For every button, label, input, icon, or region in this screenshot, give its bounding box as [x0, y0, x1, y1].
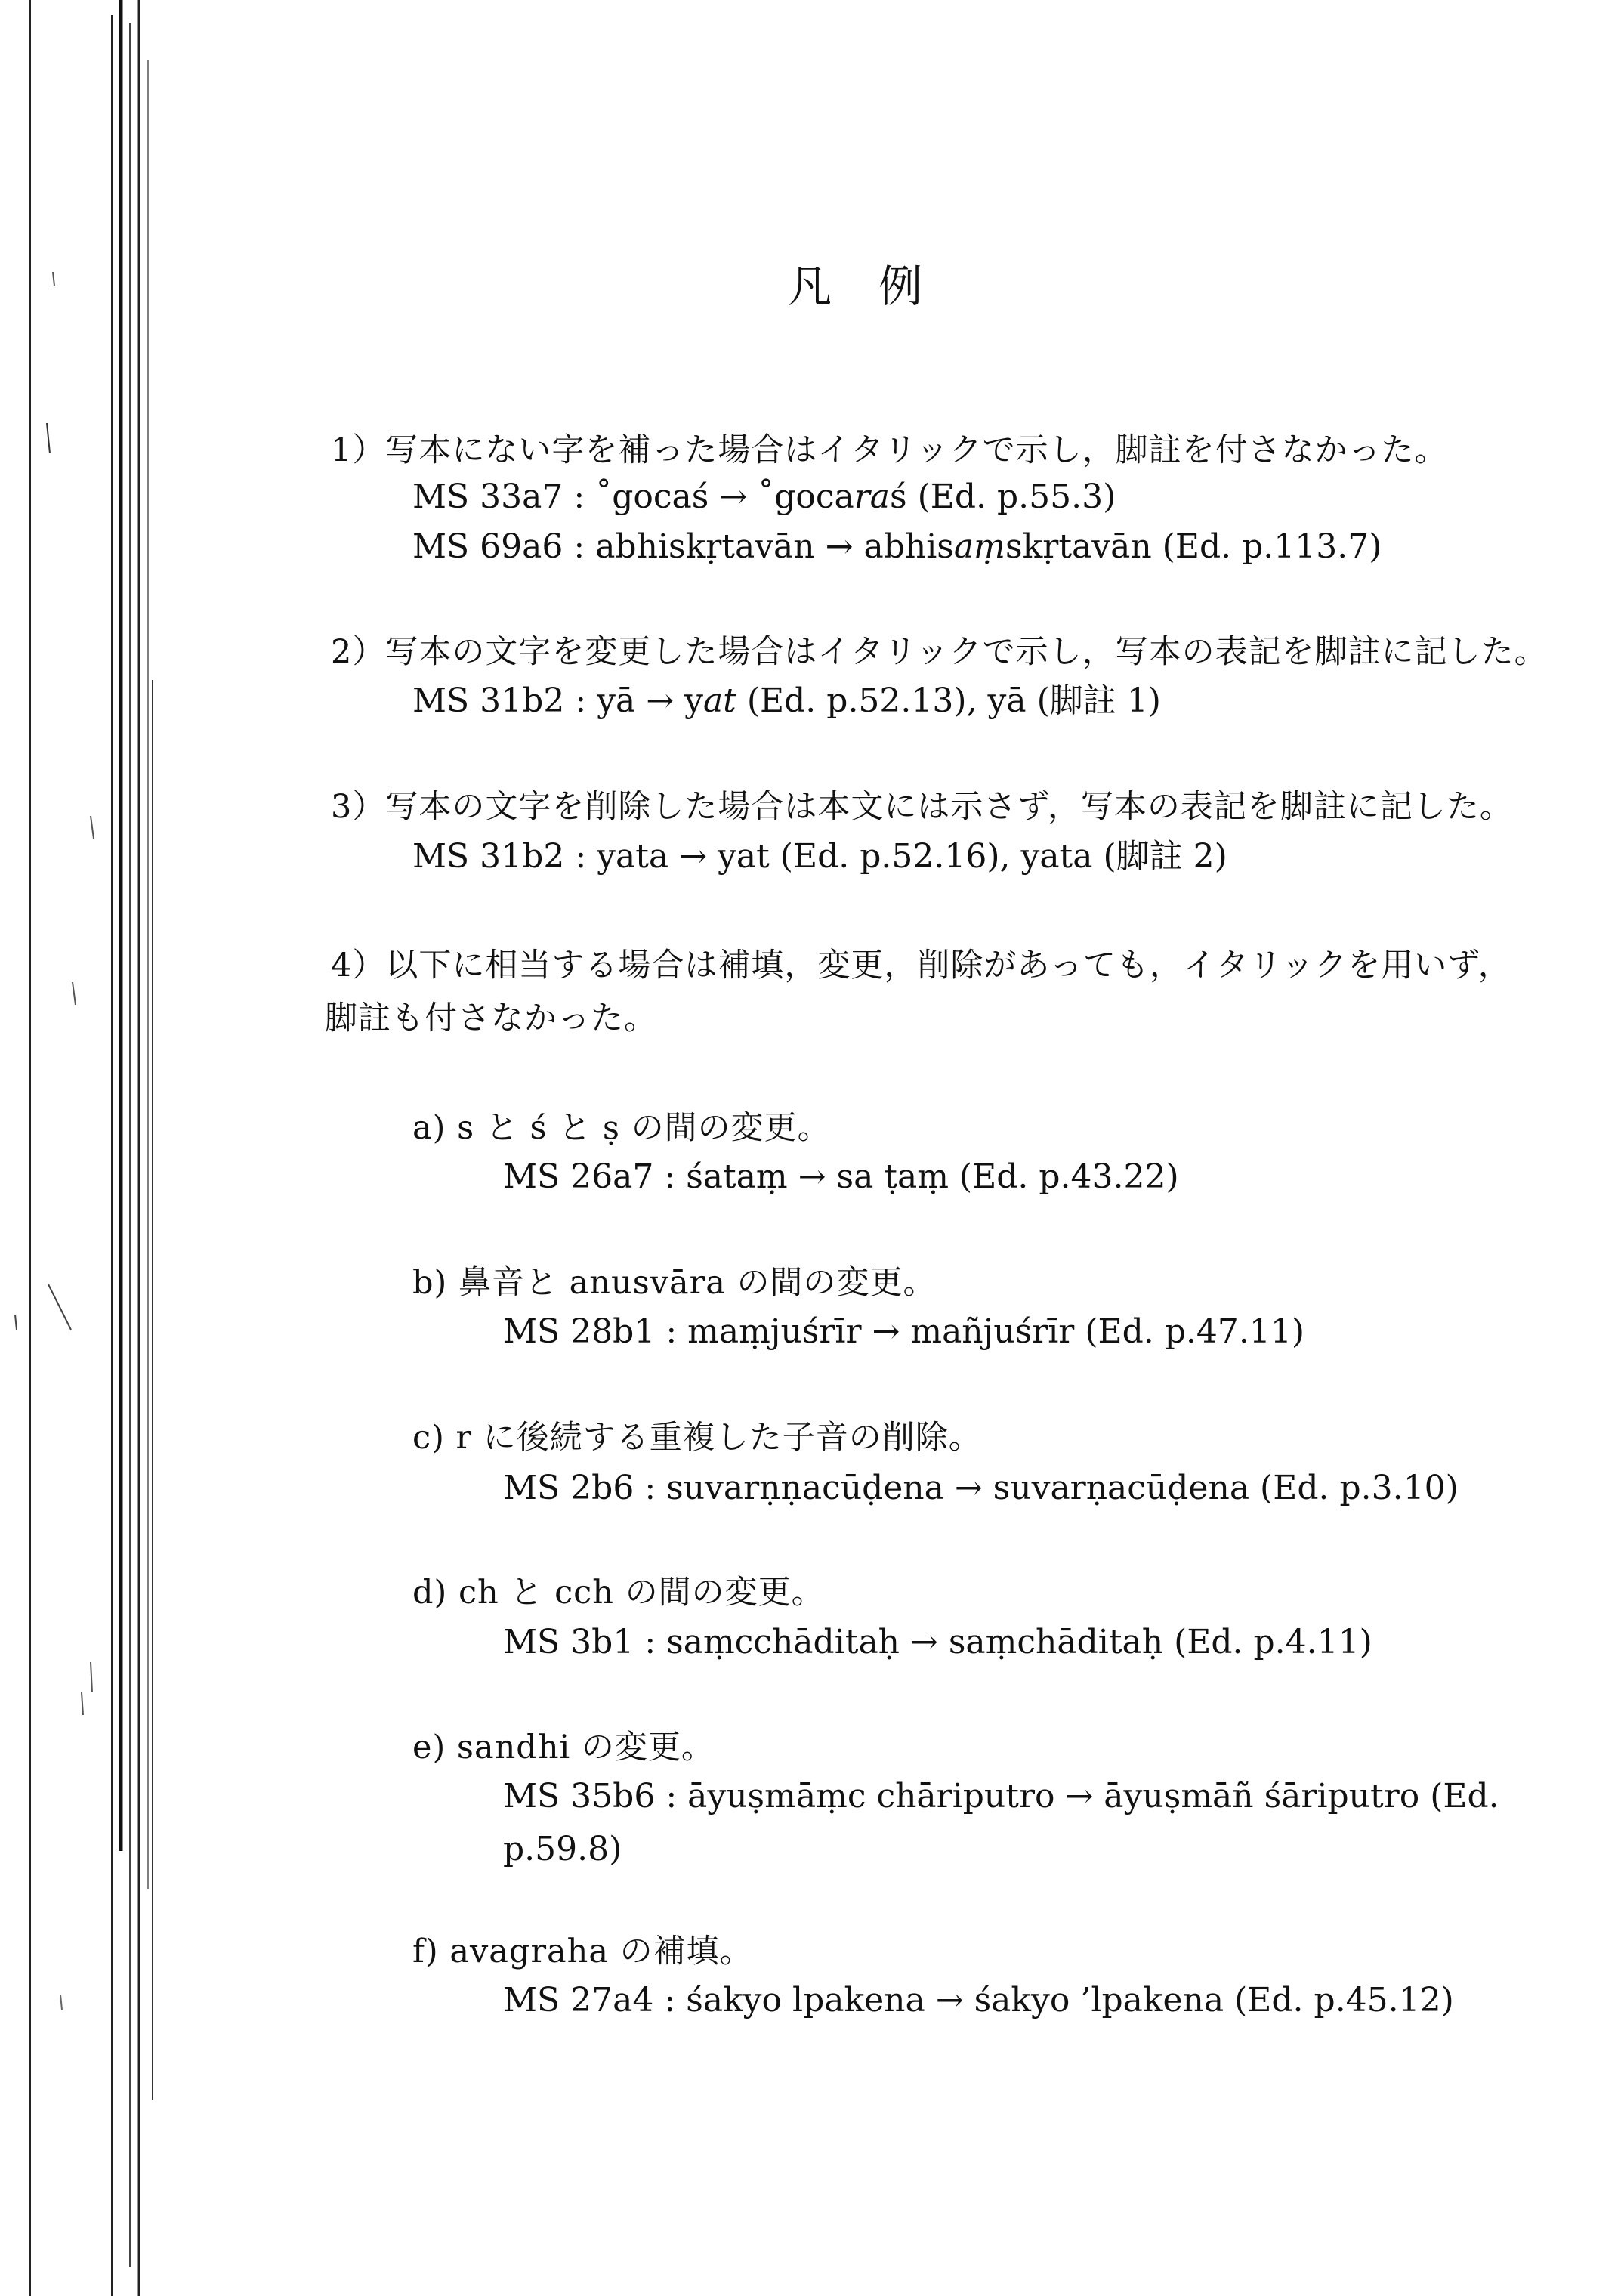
- rule-2-text: 写本の文字を変更した場合はイタリックで示し，写本の表記を脚註に記した。: [385, 633, 1548, 671]
- case-c-example: MS 2b6 : suvarṇṇacūḍena → suvarṇacūḍena (Ed. p.3.10): [503, 1469, 1459, 1507]
- case-e-label: e) sandhi の変更。: [412, 1729, 715, 1766]
- case-a-example: MS 26a7 : śataṃ → sa ṭaṃ (Ed. p.43.22): [503, 1157, 1179, 1196]
- case-f-label: f) avagraha の補填。: [412, 1933, 753, 1970]
- case-d-example: MS 3b1 : saṃcchāditaḥ → saṃchāditaḥ (Ed. p.4.11): [503, 1623, 1372, 1661]
- page-title: 凡 例: [787, 261, 924, 312]
- rule-1: [331, 429, 1448, 471]
- rule-1-example-2: MS 69a6 : abhiskṛtavān → abhisaṃskṛtavān (Ed. p.113.7): [412, 527, 1382, 566]
- rule-3-text: 写本の文字を削除した場合は本文には示さず，写本の表記を脚註に記した。: [385, 788, 1513, 826]
- case-b-example: MS 28b1 : maṃjuśrīr → mañjuśrīr (Ed. p.47.11): [503, 1312, 1305, 1351]
- case-c-label: c) r に後続する重複した子音の削除。: [412, 1419, 982, 1457]
- case-d-label: d) ch と cch の間の変更。: [412, 1574, 825, 1612]
- case-f-example: MS 27a4 : śakyo lpakena → śakyo ’lpakena (Ed. p.45.12): [503, 1981, 1454, 2019]
- rule-3-number: 3）: [331, 788, 386, 826]
- arrow-icon: →: [635, 681, 685, 720]
- rule-4-text-line2: 脚註も付さなかった。: [325, 1000, 657, 1037]
- rule-4-number: 4）: [331, 947, 386, 984]
- case-a-label: a) s と ś と ṣ の間の変更。: [412, 1109, 831, 1147]
- rule-4-text-line1: 以下に相当する場合は補填，変更，削除があっても，イタリックを用いず，: [385, 947, 1511, 984]
- binding-edge-marks: [0, 0, 174, 2296]
- rule-2-example-1: MS 31b2 : yā → yat (Ed. p.52.13), yā (脚註 1): [412, 681, 1161, 720]
- rule-1-number: 1）: [331, 431, 386, 469]
- arrow-icon: →: [668, 837, 718, 876]
- arrow-icon: →: [814, 527, 864, 566]
- rule-1-text: 写本にない字を補った場合はイタリックで示し，脚註を付さなかった。: [385, 431, 1448, 469]
- rule-1-example-1: MS 33a7 : ˚gocaś → ˚gocaraś (Ed. p.55.3): [412, 477, 1116, 516]
- rule-3: [331, 786, 1513, 828]
- case-b-label: b) 鼻音と anusvāra の間の変更。: [412, 1264, 937, 1302]
- rule-4: [331, 944, 1511, 987]
- case-e-example: MS 35b6 : āyuṣmāṃc chāriputro → āyuṣmāñ śāriputro (Ed.: [503, 1777, 1499, 1815]
- rule-3-example-1: MS 31b2 : yata → yat (Ed. p.52.16), yata (脚註 2): [412, 837, 1227, 876]
- arrow-icon: →: [709, 477, 758, 516]
- case-e-example-cont: p.59.8): [503, 1830, 622, 1868]
- rule-2: [331, 631, 1548, 673]
- rule-2-number: 2）: [331, 633, 386, 671]
